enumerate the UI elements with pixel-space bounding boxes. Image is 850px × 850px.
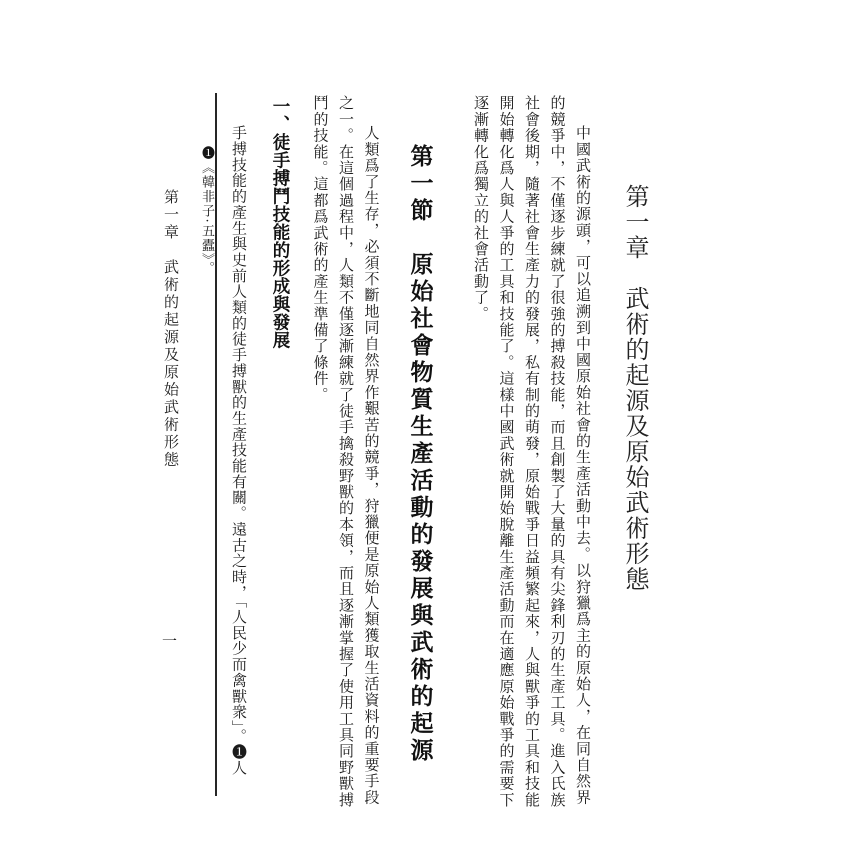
chapter-title: 第一章 武術的起源及原始武術形態 [621,184,649,592]
paragraph-origin-of-wushu: 中國武術的源頭，可以追溯到中國原始社會的生產活動中去。以狩獵爲主的原始人，在同自然界的競爭中，不僅逐步練就了很強的搏殺技能，而且創製了大量的具有尖鋒利刃的生產工具。進入氏族社會後期，隨著社會生產力的發展，私有制的萌發，原始戰爭日益頻繁起來，人與獸爭的工具和技能開始轉化爲人與人爭的工具和技能了。這樣中國武術就開始脫離生產活動而在適應原始戰爭的需要下逐漸轉化爲獨立的社會活動了。 [472,95,592,808]
section-heading: 第一節 原始社會物質生產活動的發展與武術的起源 [406,144,434,765]
main-text-block [222,95,595,810]
page-number: 一 [160,633,178,648]
subsection-heading: 一、徒手搏鬥技能的形成與發展 [270,97,290,349]
running-title: 第一章 武術的起源及原始武術形態 [162,189,180,469]
paragraph-survival-struggle: 人類爲了生存，必須不斷地同自然界作艱苦的競爭，狩獵便是原始人類獲取生活資料的重要手段之一。在這個過程中，人類不僅逐漸練就了徒手擒殺野獸的本領，而且逐漸掌握了使用工具同野獸搏鬥的技能。這都爲武術的產生準備了條件。 [311,95,381,808]
footnote-citation: ❶《韓非子·五蠹》。 [199,146,214,276]
paragraph-hand-combat: 手搏技能的產生與史前人類的徒手搏獸的生產技能有關。遠古之時，「人民少而禽獸衆」。❶人 [230,125,248,776]
